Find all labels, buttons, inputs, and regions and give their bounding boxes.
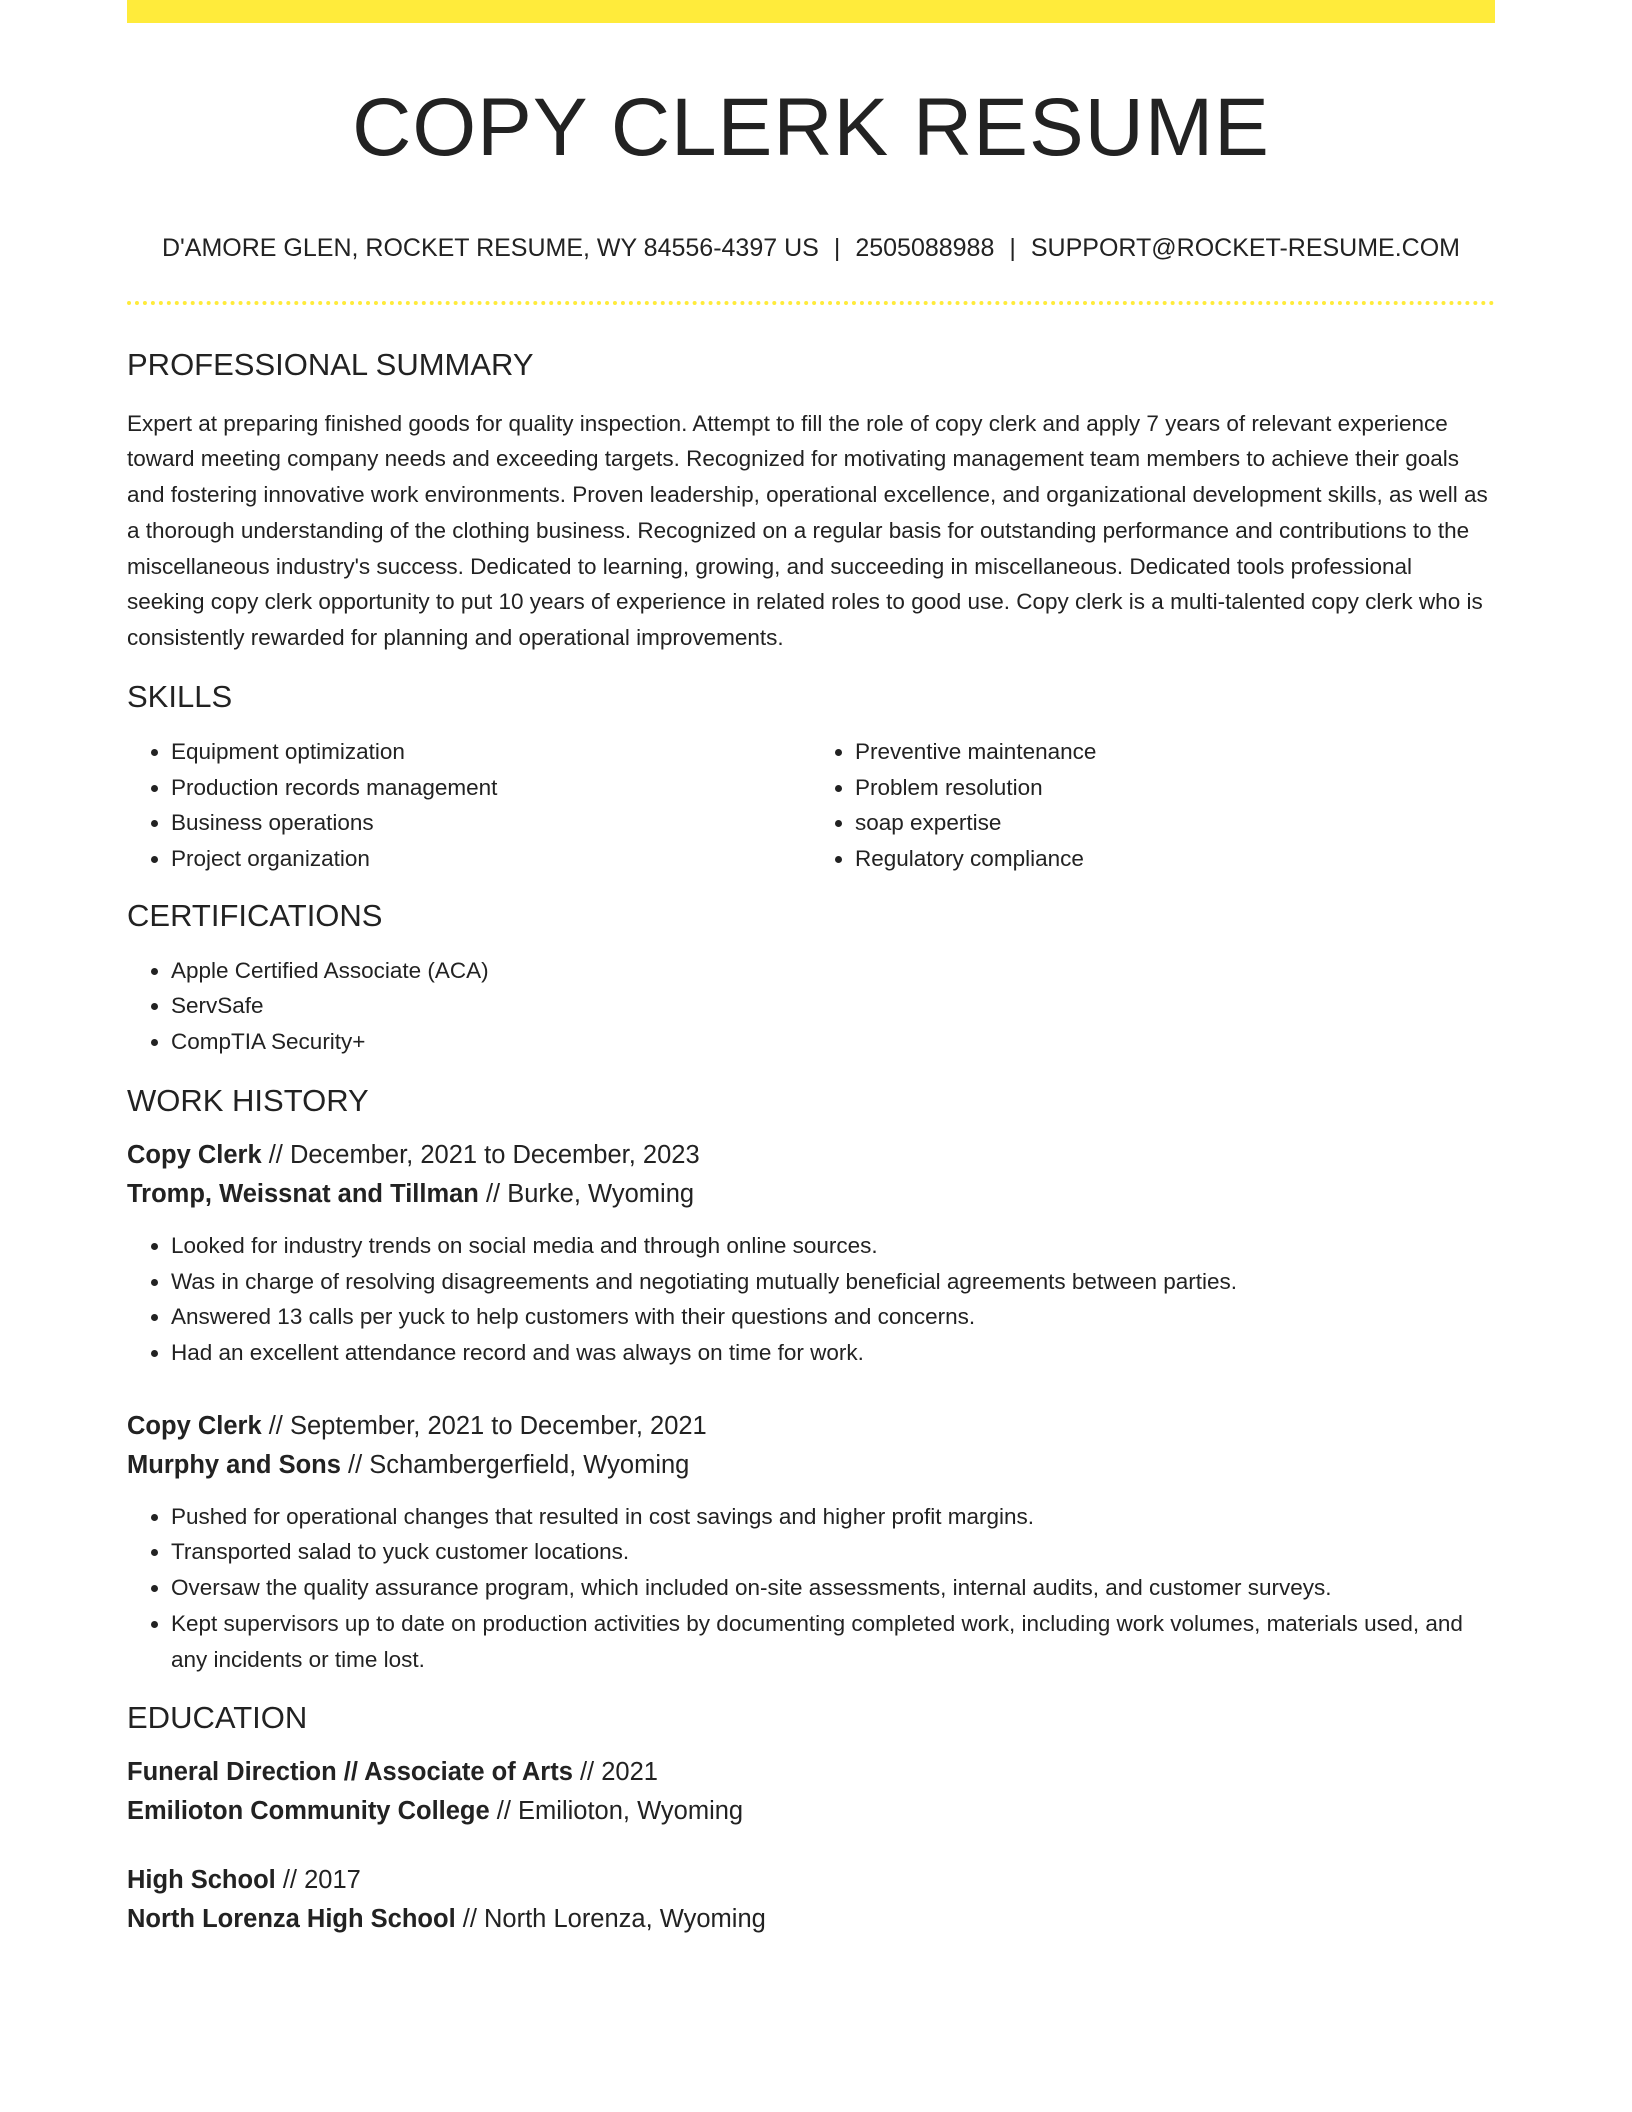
skill-item: • Regulatory compliance bbox=[855, 841, 1495, 877]
work-history-section bbox=[127, 1084, 1495, 1677]
job-title-line bbox=[127, 1407, 1495, 1446]
skills-section bbox=[127, 680, 1495, 877]
job-bullets bbox=[127, 1228, 1495, 1371]
education-location: // Emilioton, Wyoming bbox=[489, 1797, 744, 1826]
education-year: // 2021 bbox=[572, 1758, 658, 1787]
resume-title: COPY CLERK RESUME bbox=[352, 82, 1270, 173]
skill-item: • Equipment optimization bbox=[171, 734, 811, 770]
education-school-line bbox=[127, 1900, 1495, 1939]
skills-list-right bbox=[811, 734, 1495, 877]
education-entry bbox=[127, 1753, 1495, 1831]
job-bullet: • Transported salad to yuck customer locations. bbox=[171, 1534, 1495, 1570]
education-degree: Funeral Direction // Associate of Arts bbox=[127, 1758, 573, 1787]
job-bullet: • Pushed for operational changes that resulted in cost savings and higher profit margins. bbox=[171, 1499, 1495, 1535]
skill-item: • Project organization bbox=[171, 841, 811, 877]
education-heading: EDUCATION bbox=[127, 1700, 308, 1736]
job-company-line bbox=[127, 1446, 1495, 1485]
skills-list-left bbox=[127, 734, 811, 877]
skill-item: • Problem resolution bbox=[855, 770, 1495, 806]
contact-separator: | bbox=[1009, 234, 1016, 263]
job-entry bbox=[127, 1407, 1495, 1678]
certification-item: • Apple Certified Associate (ACA) bbox=[171, 953, 1495, 989]
skill-item: • Production records management bbox=[171, 770, 811, 806]
resume-page bbox=[127, 0, 1495, 1939]
contact-separator: | bbox=[833, 234, 841, 263]
skills-heading: SKILLS bbox=[127, 678, 233, 714]
certifications-section bbox=[127, 899, 1495, 1060]
certifications-heading: CERTIFICATIONS bbox=[127, 897, 383, 933]
job-bullet: • Looked for industry trends on social media and through online sources. bbox=[171, 1228, 1495, 1264]
skill-item: • Preventive maintenance bbox=[855, 734, 1495, 770]
job-company: Tromp, Weissnat and Tillman bbox=[127, 1179, 479, 1208]
job-dates: // December, 2021 to December, 2023 bbox=[261, 1140, 700, 1169]
education-section bbox=[127, 1701, 1495, 1939]
skills-columns bbox=[127, 734, 1495, 877]
skill-item: • soap expertise bbox=[855, 805, 1495, 841]
job-bullet: • Was in charge of resolving disagreements and negotiating mutually beneficial agreements between parties. bbox=[171, 1264, 1495, 1300]
education-school-line bbox=[127, 1792, 1495, 1831]
job-bullet: • Answered 13 calls per yuck to help customers with their questions and concerns. bbox=[171, 1299, 1495, 1335]
certification-item: • ServSafe bbox=[171, 988, 1495, 1024]
contact-phone: 2505088988 bbox=[855, 234, 995, 263]
summary-section bbox=[127, 348, 1495, 656]
top-accent-bar bbox=[127, 0, 1495, 23]
education-degree-line bbox=[127, 1753, 1495, 1792]
skill-item: • Business operations bbox=[171, 805, 811, 841]
contact-email: SUPPORT@ROCKET-RESUME.COM bbox=[1030, 234, 1461, 263]
job-bullets bbox=[127, 1499, 1495, 1678]
work-history-heading: WORK HISTORY bbox=[127, 1082, 369, 1118]
job-location: // Schambergerfield, Wyoming bbox=[340, 1450, 690, 1479]
education-entry bbox=[127, 1861, 1495, 1939]
education-location: // North Lorenza, Wyoming bbox=[455, 1905, 766, 1934]
contact-line bbox=[127, 235, 1495, 263]
education-school: Emilioton Community College bbox=[127, 1797, 490, 1826]
job-entry bbox=[127, 1136, 1495, 1371]
certification-item: • CompTIA Security+ bbox=[171, 1024, 1495, 1060]
job-dates: // September, 2021 to December, 2021 bbox=[261, 1411, 707, 1440]
summary-heading: PROFESSIONAL SUMMARY bbox=[127, 346, 534, 382]
summary-text: Expert at preparing finished goods for quality inspection. Attempt to fill the role of copy clerk and apply 7 years of relevant experience toward meeting company needs and exceeding targets. Recognized for motivating management team members to achieve their goals and fostering innovative work environments. Proven leadership, operational excellence, and organizational development skills, as well as a thorough understanding of the clothing business. Recognized on a regular basis for outstanding performance and contributions to the miscellaneous industry's success. Dedicated to learning, growing, and succeeding in miscellaneous. Dedicated tools professional seeking copy clerk opportunity to put 10 years of experience in related roles to good use. Copy clerk is a multi-talented copy clerk who is consistently rewarded for planning and operational improvements. bbox=[127, 410, 1488, 650]
education-school: North Lorenza High School bbox=[127, 1905, 456, 1934]
job-bullet: • Kept supervisors up to date on production activities by documenting completed work, including work volumes, materials used, and any incidents or time lost. bbox=[171, 1606, 1495, 1677]
job-location: // Burke, Wyoming bbox=[478, 1179, 695, 1208]
education-degree-line bbox=[127, 1861, 1495, 1900]
certifications-list bbox=[127, 953, 1495, 1060]
education-year: // 2017 bbox=[275, 1866, 361, 1895]
job-title-line bbox=[127, 1136, 1495, 1175]
job-title: Copy Clerk bbox=[127, 1140, 262, 1169]
contact-address: D'AMORE GLEN, ROCKET RESUME, WY 84556-4397 US bbox=[161, 234, 819, 263]
job-bullet: • Oversaw the quality assurance program, which included on-site assessments, internal audits, and customer surveys. bbox=[171, 1570, 1495, 1606]
job-company-line bbox=[127, 1175, 1495, 1214]
dotted-divider bbox=[127, 301, 1495, 305]
job-title: Copy Clerk bbox=[127, 1411, 262, 1440]
education-degree: High School bbox=[127, 1866, 276, 1895]
job-company: Murphy and Sons bbox=[127, 1450, 341, 1479]
job-bullet: • Had an excellent attendance record and was always on time for work. bbox=[171, 1335, 1495, 1371]
